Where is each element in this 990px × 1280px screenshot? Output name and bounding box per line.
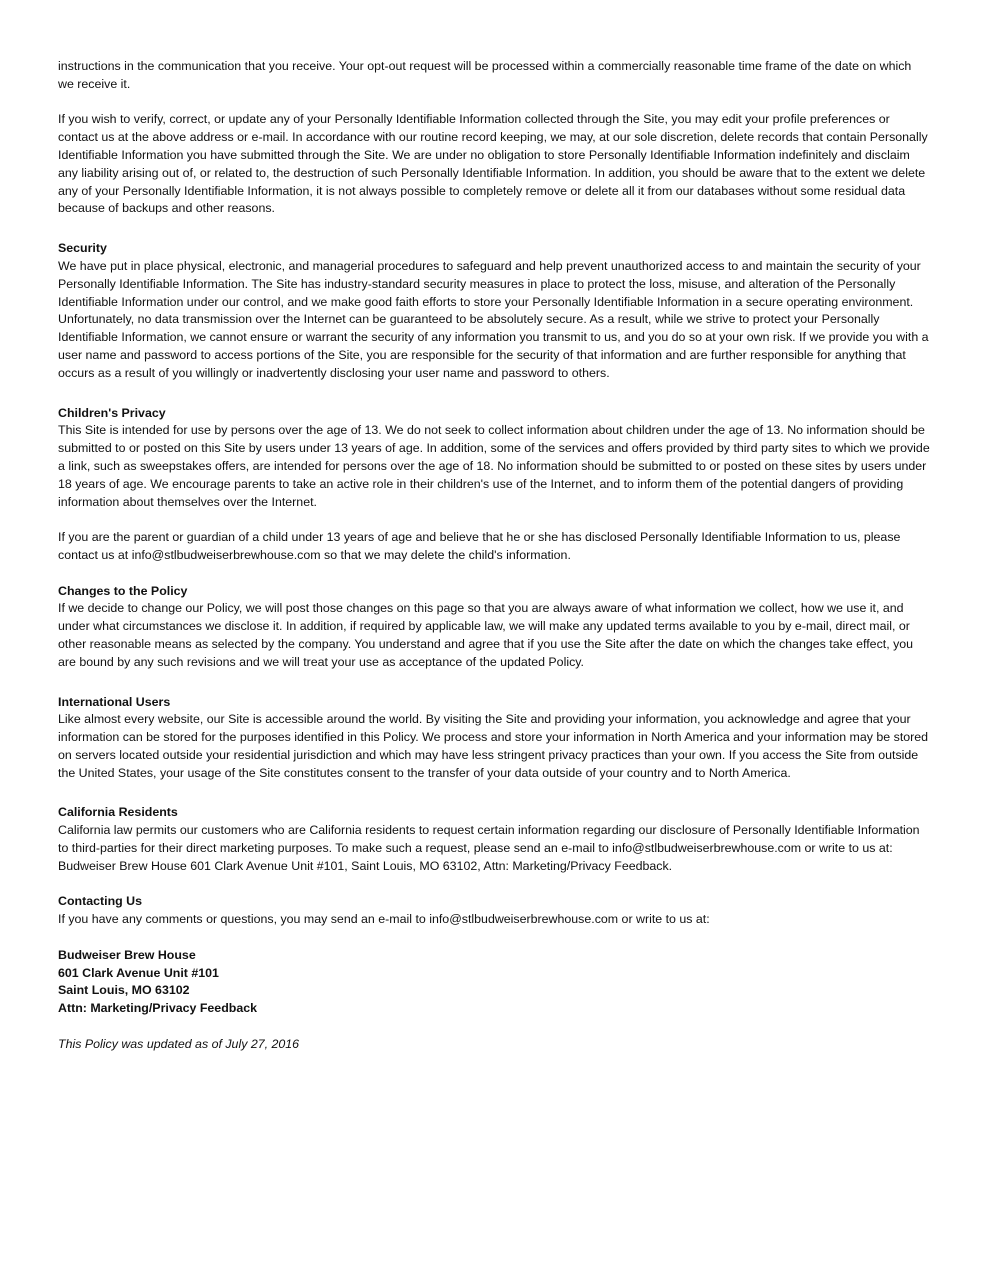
policy-document — [58, 58, 930, 1071]
international-heading: International Users — [58, 694, 171, 709]
changes-section — [58, 583, 930, 672]
international-paragraph: Like almost every website, our Site is accessible around the world. By visiting the Site and providing your information, you acknowledge and agree that your information can be stored for the purposes identified in this Policy. We process and store your information in North America and your information may be stored on servers located outside your residential jurisdiction and which may have less stringent privacy practices than your own. If you access the Site from outside the United States, your usage of the Site constitutes consent to the transfer of your data outside of your country and to North America. — [58, 712, 929, 780]
california-section — [58, 804, 930, 875]
address-line-attn: Attn: Marketing/Privacy Feedback — [58, 1001, 258, 1016]
contacting-section — [58, 893, 930, 929]
childrens-privacy-section — [58, 405, 930, 565]
verify-update-paragraph: If you wish to verify, correct, or update any of your Personally Identifiable Information collected through the Site, you may edit your profile preferences or contact us at the above address or e-mail. In accordance with our routine record keeping, we may, at our sole discretion, delete records that contain Personally Identifiable Information you have submitted through the Site. We are under no obligation to store Personally Identifiable Information indefinitely and disclaim any liability arising out of, or related to, the destruction of such Personally Identifiable Information. In addition, you should be aware that to the extent we delete any of your Personally Identifiable Information, it is not always possible to completely remove or delete all it from our databases without some residual data because of backups and other reasons. — [58, 112, 928, 216]
security-paragraph: We have put in place physical, electronic, and managerial procedures to safeguard and help prevent unauthorized access to and maintain the security of your Personally Identifiable Information. The Site has industry-standard security measures in place to protect the loss, misuse, and alteration of the Personally Identifiable Information under our control, and we make good faith efforts to store your Personally Identifiable Information in a secure operating environment. Unfortunately, no data transmission over the Internet can be guaranteed to be absolutely secure. As a result, while we strive to protect your Personally Identifiable Information, we cannot ensure or warrant the security of any information you transmit to us, and you do so at your own risk. If we provide you with a user name and password to access portions of the Site, you are responsible for the security of that information and are further responsible for anything that occurs as a result of you willingly or inadvertently disclosing your user name and password to others. — [58, 258, 929, 380]
security-heading: Security — [58, 241, 107, 256]
california-paragraph: California law permits our customers who are California residents to request certain information regarding our disclosure of Personally Identifiable Information to third-parties for their direct marketing purposes. To make such a request, please send an e-mail to info@stlbudweiserbrewhouse.com or write to us at: Budweiser Brew House 601 Clark Avenue Unit #101, Saint Louis, MO 63102, Attn: Marketing/Privacy Feedback. — [58, 823, 920, 873]
childrens-privacy-parent-paragraph: If you are the parent or guardian of a child under 13 years of age and believe that he or she has disclosed Personally Identifiable Information to us, please contact us at info@stlbudweiserbrewhouse.com so that we may delete the child's information. — [58, 530, 901, 562]
address-line-name: Budweiser Brew House — [58, 947, 196, 962]
changes-paragraph: If we decide to change our Policy, we will post those changes on this page so that you are always aware of what information we collect, how we use it, and under what circumstances we disclose it. In addition, if required by applicable law, we will make any updated terms available to you by e-mail, direct mail, or other reasonable means as selected by the company. You understand and agree that if you use the Site after the date on which the changes take effect, you are bound by any such revisions and we will treat your use as acceptance of the updated Policy. — [58, 601, 914, 669]
california-heading: California Residents — [58, 805, 178, 820]
optout-continuation-paragraph: instructions in the communication that you receive. Your opt-out request will be processed within a commercially reasonable time frame of the date on which we receive it. — [58, 59, 912, 91]
childrens-privacy-heading: Children's Privacy — [58, 405, 166, 420]
security-section — [58, 240, 930, 382]
international-section — [58, 694, 930, 783]
address-line-street: 601 Clark Avenue Unit #101 — [58, 965, 219, 980]
contacting-heading: Contacting Us — [58, 894, 142, 909]
contacting-paragraph: If you have any comments or questions, you may send an e-mail to info@stlbudweiserbrewhouse.com or write to us at: — [58, 912, 710, 927]
changes-heading: Changes to the Policy — [58, 583, 188, 598]
policy-updated-date: This Policy was updated as of July 27, 2016 — [58, 1036, 300, 1051]
mailing-address — [58, 947, 930, 1018]
childrens-privacy-paragraph: This Site is intended for use by persons over the age of 13. We do not seek to collect information about children under the age of 13. No information should be submitted to or posted on this Site by users under 13 years of age. In addition, some of the services and offers provided by third party sites to which we provide a link, such as sweepstakes offers, are intended for persons over the age of 18. No information should be submitted to or posted on these sites by users under 18 years of age. We encourage parents to take an active role in their children's use of the Internet, and to inform them of the potential dangers of providing information about themselves over the Internet. — [58, 423, 930, 509]
address-line-city: Saint Louis, MO 63102 — [58, 983, 190, 998]
